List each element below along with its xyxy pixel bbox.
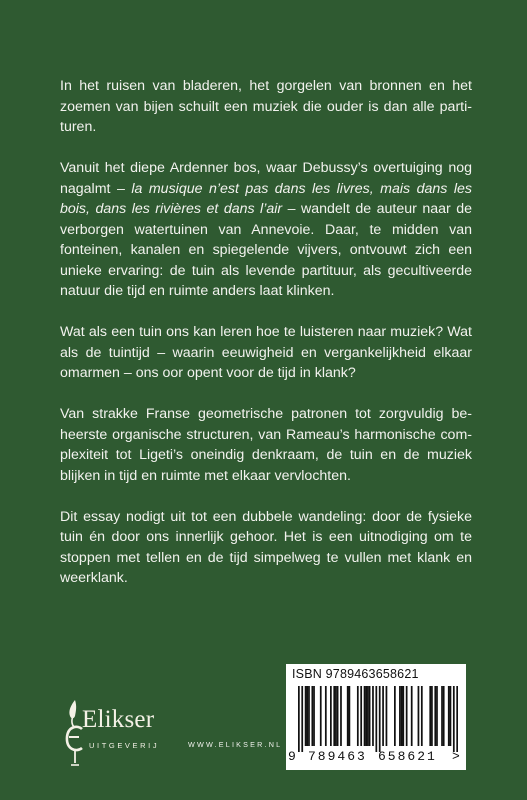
barcode-bar [364,686,366,746]
barcode-bar [399,686,401,746]
barcode-bar [330,686,332,746]
barcode-bar [313,686,315,746]
barcode-bar [298,686,300,752]
barcode-bar [453,686,455,752]
barcode-bar [418,686,420,746]
blurb-paragraph-4 [60,404,472,486]
barcode-bar [306,686,308,746]
blurb-text: Vanuit het diepe Ardenner bos, waar Debussy’s overtuiging nog nagalmt – [60,160,472,197]
barcode-bar [335,686,337,746]
barcode-bar [441,686,443,746]
blurb [60,76,472,609]
barcode-left-digits: 789463 [308,749,367,764]
barcode-bar [429,686,431,746]
isbn-label: ISBN 9789463658621 [292,667,419,681]
publisher-website: WWW.ELIKSER.NL [188,740,283,749]
blurb-paragraph-5 [60,507,472,589]
publisher-logo [62,697,172,767]
blurb-paragraph-2 [60,158,472,302]
barcode-bar [301,686,303,752]
barcode-first-digit: 9 [288,749,296,764]
barcode-bar [360,686,362,746]
isbn-barcode [286,664,466,770]
barcode-bar [382,686,384,746]
barcode-bar [308,686,310,746]
barcode-bar [406,686,408,746]
barcode-bar [394,686,396,746]
blurb-text: – wandelt de auteur naar de verborgen watertuinen van Annevoie. Daar, te midden van fonteinen, kanalen en spiegelende vijvers, ontvouwt zich een unieke ervaring: de tuin als levende partituur, als gecultiveerde natuur die tijd en ruimte anders laat klinken. [60,201,472,299]
barcode-bar [325,686,327,746]
barcode-bar [456,686,458,752]
publisher-subtitle: UITGEVERIJ [89,741,160,750]
blurb-text: In het ruisen van bladeren, het gorgelen van bronnen en het zoemen van bijen schuilt een muziek die ouder is dan alle partituren. [60,78,472,135]
barcode-bar [369,686,371,746]
barcode-bar [448,686,450,746]
blurb-text: Wat als een tuin ons kan leren hoe te luisteren naar muziek? Wat als de tuintijd – waarin eeuwigheid en vergankelijkheid elkaar omarmen – ons oor opent voor de tijd in klank? [60,324,472,381]
barcode-bar [347,686,349,746]
barcode-bar [379,686,381,752]
barcode-bar [401,686,403,746]
blurb-paragraph-3 [60,322,472,384]
barcode-bar [311,686,313,746]
barcode-bar [450,686,452,746]
blurb-text: Dit essay nodigt uit tot een dubbele wandeling: door de fysieke tuin én door ons innerlijk gehoor. Het is een uitnodiging om te stoppen met tellen en de tijd simpelweg te vullen met klank en weerklank. [60,508,472,586]
blurb-quote: la musique n’est pas dans les livres, mais dans les bois, dans les rivières et dans l’air [60,180,473,217]
barcode-bar [357,686,359,746]
barcode-bar [349,686,351,746]
barcode-right-digits: 658621 [378,749,437,764]
barcode-bars [298,686,458,752]
barcode-bar [320,686,322,746]
barcode-bar [386,686,388,746]
publisher-name: Elikser [82,706,155,733]
barcode-bar [333,686,335,746]
barcode-bar [305,686,307,746]
barcode-bar [375,686,377,752]
blurb-text: Van strakke Franse geometrische patronen tot zorgvuldig beheerste organische structuren, van Rameau’s harmonische complexiteit tot Ligeti’s oneindig denkraam, de tuin en de muziek blijken in tijd en ruimte met elkaar vervlochten. [60,406,472,484]
barcode-quiet-mark: > [452,749,460,764]
blurb-paragraph-1 [60,76,472,138]
barcode-bar [431,686,433,746]
barcode-bar [434,686,436,746]
barcode-bar [436,686,438,746]
barcode-bar [340,686,342,746]
barcode-bar [411,686,413,746]
barcode-bar [443,686,445,746]
barcode-bar [421,686,423,746]
barcode-bar [365,686,367,746]
barcode-bar [337,686,339,746]
barcode-bar [367,686,369,746]
barcode-bar [372,686,374,746]
barcode-bar [402,686,404,746]
